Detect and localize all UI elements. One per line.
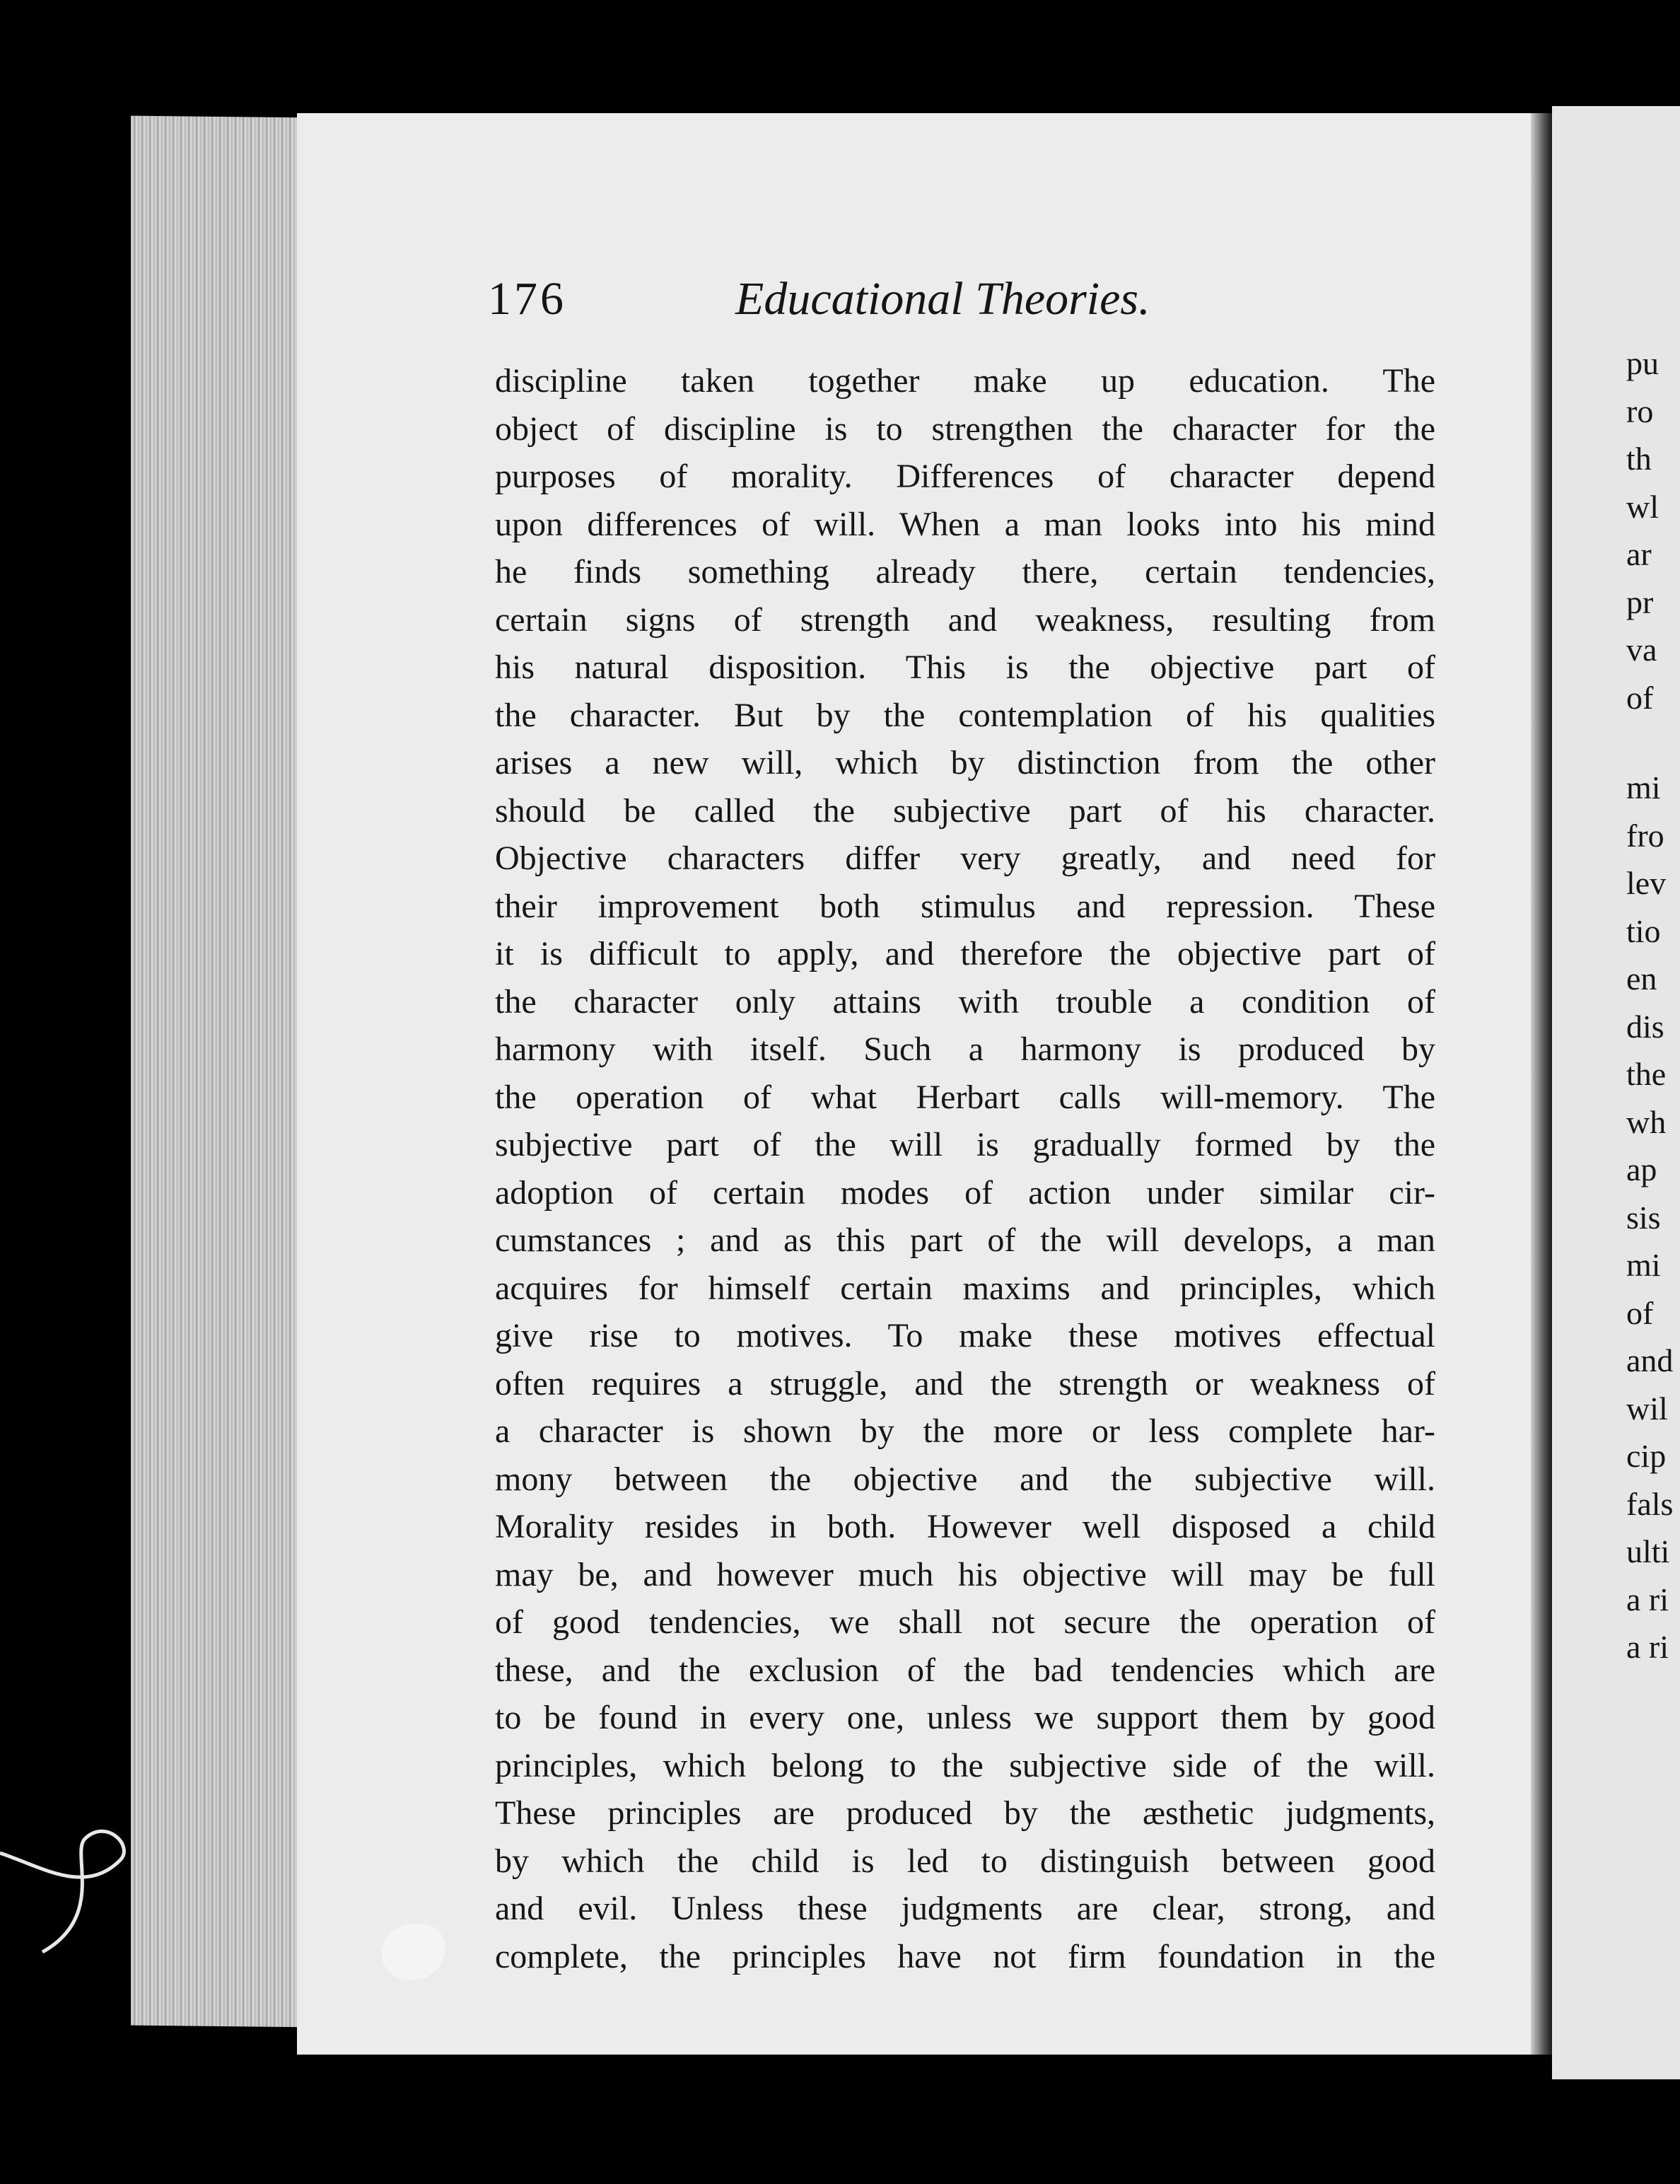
body-text <box>495 357 1435 1980</box>
facing-page-fragment: pr <box>1626 583 1654 620</box>
text-line: his natural disposition. This is the objective part of <box>495 649 1435 686</box>
facing-page-fragment: ar <box>1626 536 1652 572</box>
facing-page-fragment: ap <box>1626 1151 1657 1187</box>
text-line: and evil. Unless these judgments are clear, strong, and <box>495 1890 1435 1927</box>
facing-page-fragment: mi <box>1626 769 1661 806</box>
facing-page-fragment: a ri <box>1626 1581 1669 1617</box>
facing-page-fragment: sis <box>1626 1199 1661 1236</box>
facing-page-fragment: wh <box>1626 1103 1667 1140</box>
facing-page-fragment: va <box>1626 632 1657 668</box>
text-line: upon differences of will. When a man looks into his mind <box>495 505 1435 543</box>
text-line: object of discipline is to strengthen the character for the <box>495 410 1435 448</box>
text-line: These principles are produced by the æsthetic judgments, <box>495 1794 1435 1832</box>
facing-page-fragment: lev <box>1626 865 1667 901</box>
text-line: give rise to motives. To make these motives effectual <box>495 1317 1435 1354</box>
book-page-edges <box>131 116 315 2028</box>
text-line: Objective characters differ very greatly, and need for <box>495 840 1435 877</box>
text-line: subjective part of the will is gradually formed by the <box>495 1126 1435 1163</box>
text-line: their improvement both stimulus and repression. These <box>495 887 1435 925</box>
text-line: purposes of morality. Differences of character depend <box>495 458 1435 495</box>
text-line: complete, the principles have not firm foundation in the <box>495 1937 1435 1975</box>
facing-page-fragment: of <box>1626 1294 1654 1331</box>
text-line: he finds something already there, certain tendencies, <box>495 553 1435 591</box>
text-line: principles, which belong to the subjective side of the will. <box>495 1746 1435 1784</box>
facing-page-fragment: a ri <box>1626 1629 1669 1665</box>
facing-page-fragment: th <box>1626 441 1652 477</box>
text-line: certain signs of strength and weakness, resulting from <box>495 600 1435 639</box>
text-line: it is difficult to apply, and therefore the objective part of <box>495 935 1435 972</box>
facing-page-fragment: of <box>1626 679 1654 716</box>
running-title: Educational Theories. <box>735 273 1150 325</box>
text-line: by which the child is led to distinguish between good <box>495 1842 1435 1880</box>
text-line: discipline taken together make up education. The <box>495 362 1435 400</box>
facing-page-fragment: the <box>1626 1056 1667 1092</box>
facing-page-text <box>1626 339 1673 1671</box>
facing-page-fragment: en <box>1626 960 1657 997</box>
text-line: often requires a struggle, and the strength or weakness of <box>495 1364 1435 1402</box>
facing-page-fragment: mi <box>1626 1247 1661 1283</box>
page-gutter <box>1531 113 1552 2055</box>
text-line: these, and the exclusion of the bad tendencies which are <box>495 1651 1435 1689</box>
text-line: adoption of certain modes of action under similar cir- <box>495 1173 1435 1212</box>
text-line: arises a new will, which by distinction from the other <box>495 744 1435 782</box>
text-line: the operation of what Herbart calls will-memory. The <box>495 1078 1435 1116</box>
facing-page-fragment: pu <box>1626 345 1659 381</box>
text-line: should be called the subjective part of his character. <box>495 791 1435 830</box>
facing-page-fragment: dis <box>1626 1008 1664 1045</box>
text-line: cumstances ; and as this part of the will develops, a man <box>495 1221 1435 1259</box>
facing-page-fragment: wil <box>1626 1390 1668 1427</box>
facing-page-fragment: cip <box>1626 1438 1667 1474</box>
facing-page-fragment: wl <box>1626 488 1659 525</box>
facing-page-fragment: fals <box>1626 1485 1674 1522</box>
page-header <box>488 272 1435 350</box>
film-scratch <box>0 1811 141 1966</box>
text-line: the character only attains with trouble a condition of <box>495 982 1435 1021</box>
text-line: Morality resides in both. However well disposed a child <box>495 1508 1435 1545</box>
text-line: to be found in every one, unless we support them by good <box>495 1699 1435 1736</box>
paragraph-gap <box>1626 721 1673 764</box>
facing-page-fragment: ulti <box>1626 1533 1670 1569</box>
text-line: a character is shown by the more or less complete har- <box>495 1412 1435 1450</box>
text-line: of good tendencies, we shall not secure the operation of <box>495 1603 1435 1641</box>
facing-page-fragment: tio <box>1626 912 1661 949</box>
text-line: the character. But by the contemplation of his qualities <box>495 696 1435 734</box>
facing-page-fragment: fro <box>1626 817 1664 854</box>
page-number: 176 <box>488 273 566 325</box>
facing-page-fragment: ro <box>1626 393 1654 429</box>
text-line: may be, and however much his objective will may be full <box>495 1555 1435 1593</box>
text-line: acquires for himself certain maxims and principles, which <box>495 1269 1435 1307</box>
text-line: mony between the objective and the subjective will. <box>495 1460 1435 1498</box>
text-line: harmony with itself. Such a harmony is produced by <box>495 1030 1435 1068</box>
facing-page-fragment: and <box>1626 1342 1674 1378</box>
